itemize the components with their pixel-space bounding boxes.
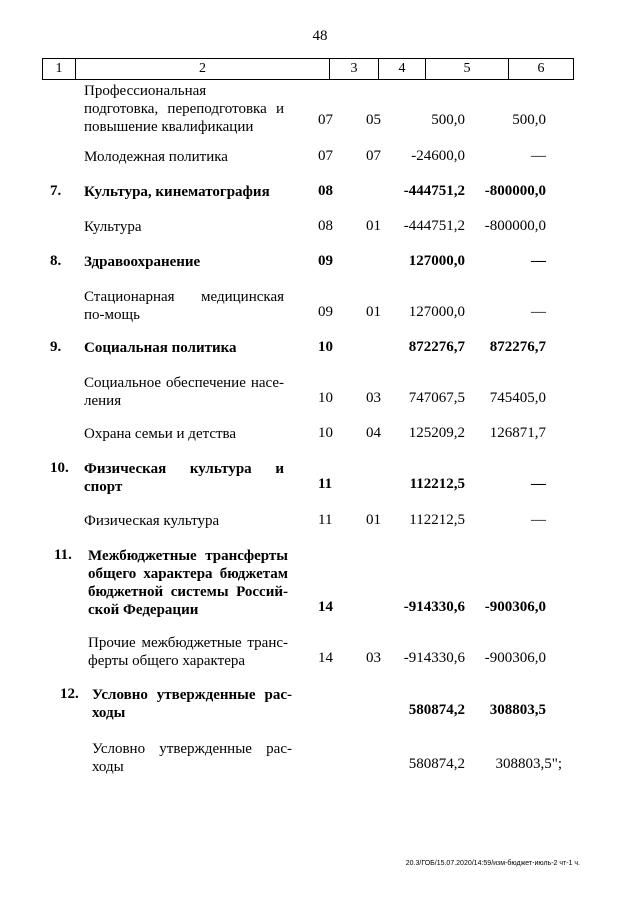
row-name: Социальная политика: [84, 340, 237, 356]
row-subsection: 01: [366, 218, 381, 234]
row-name: Здравоохранение: [84, 254, 201, 270]
row-number: 9.: [50, 339, 62, 355]
row-name: Физическая культура: [84, 513, 220, 529]
row-name: Межбюджетные трансферты общего характера бюджетам бюджетной системы Россий-ской Федерации: [88, 548, 288, 618]
row-value-1: 112212,5: [409, 512, 465, 528]
page-number: 48: [312, 28, 328, 44]
row-number: 11.: [54, 547, 72, 563]
row-section: 09: [318, 304, 333, 320]
row-subsection: 01: [366, 304, 381, 320]
row-value-2: 500,0: [512, 112, 546, 128]
row-value-1: -444751,2: [403, 183, 465, 199]
row-subsection: 03: [366, 650, 381, 666]
footer-reference: 20.3/ГОБ/15.07.2020/14:59/изм-бюджет-июль-2 чт-1 ч.: [405, 860, 580, 867]
row-section: 14: [318, 599, 333, 615]
row-name: Молодежная политика: [84, 149, 228, 165]
row-value-1: 127000,0: [408, 304, 465, 320]
row-value-1: -444751,2: [403, 218, 465, 234]
row-value-1: 872276,7: [408, 339, 465, 355]
row-value-2: 308803,5";: [495, 756, 562, 772]
row-section: 09: [318, 253, 333, 269]
row-section: 10: [318, 425, 333, 441]
row-section: 07: [318, 148, 333, 164]
row-value-2: —: [531, 304, 546, 320]
header-col-4: 4: [379, 59, 426, 79]
row-value-2: -800000,0: [484, 218, 546, 234]
row-subsection: 03: [366, 390, 381, 406]
row-name: Прочие межбюджетные транс-ферты общего характера: [88, 635, 288, 669]
row-name: Культура, кинематография: [84, 184, 270, 200]
row-subsection: 05: [366, 112, 381, 128]
row-name: Социальное обеспечение насе-ления: [84, 375, 284, 409]
row-section: 10: [318, 390, 333, 406]
row-value-1: 112212,5: [409, 476, 465, 492]
row-name: Профессиональная подготовка, переподготовка и повышение квалификации: [84, 83, 284, 135]
row-value-2: -900306,0: [484, 599, 546, 615]
row-subsection: 07: [366, 148, 381, 164]
header-col-6: 6: [537, 61, 545, 76]
row-value-1: 500,0: [431, 112, 465, 128]
row-value-2: 745405,0: [489, 390, 546, 406]
header-col-5: 5: [426, 59, 509, 79]
row-subsection: 01: [366, 512, 381, 528]
row-name: Стационарная медицинская по-мощь: [84, 289, 284, 323]
row-value-1: -914330,6: [403, 599, 465, 615]
row-name: Условно утвержденные рас-ходы: [92, 687, 292, 721]
row-value-2: —: [531, 148, 546, 164]
row-value-2: -900306,0: [484, 650, 546, 666]
row-name: Охрана семьи и детства: [84, 426, 237, 442]
row-value-2: 308803,5: [489, 702, 546, 718]
row-number: 7.: [50, 183, 62, 199]
row-name: Культура: [84, 219, 142, 235]
row-number: 10.: [50, 460, 69, 476]
row-subsection: 04: [366, 425, 381, 441]
row-value-1: 125209,2: [408, 425, 465, 441]
table-header: [42, 58, 574, 80]
row-value-1: 580874,2: [408, 756, 465, 772]
row-value-2: 872276,7: [489, 339, 546, 355]
row-number: 12.: [60, 686, 79, 702]
row-section: 10: [318, 339, 333, 355]
row-name: Условно утвержденные рас-ходы: [92, 741, 292, 775]
row-value-1: 747067,5: [408, 390, 465, 406]
row-number: 8.: [50, 253, 62, 269]
row-value-2: -800000,0: [484, 183, 546, 199]
row-value-2: —: [531, 253, 546, 269]
row-value-1: -914330,6: [403, 650, 465, 666]
row-section: 11: [318, 512, 333, 528]
header-col-1: 1: [43, 59, 76, 79]
header-col-3: 3: [330, 59, 379, 79]
row-section: 07: [318, 112, 333, 128]
row-section: 08: [318, 218, 333, 234]
row-value-1: 580874,2: [408, 702, 465, 718]
row-section: 08: [318, 183, 333, 199]
row-value-2: —: [531, 512, 546, 528]
row-value-1: 127000,0: [408, 253, 465, 269]
row-value-2: —: [531, 476, 546, 492]
header-col-2: 2: [76, 59, 330, 79]
row-section: 14: [318, 650, 333, 666]
row-value-2: 126871,7: [489, 425, 546, 441]
row-section: 11: [318, 476, 333, 492]
row-value-1: -24600,0: [411, 148, 465, 164]
row-name: Физическая культура и спорт: [84, 461, 284, 495]
